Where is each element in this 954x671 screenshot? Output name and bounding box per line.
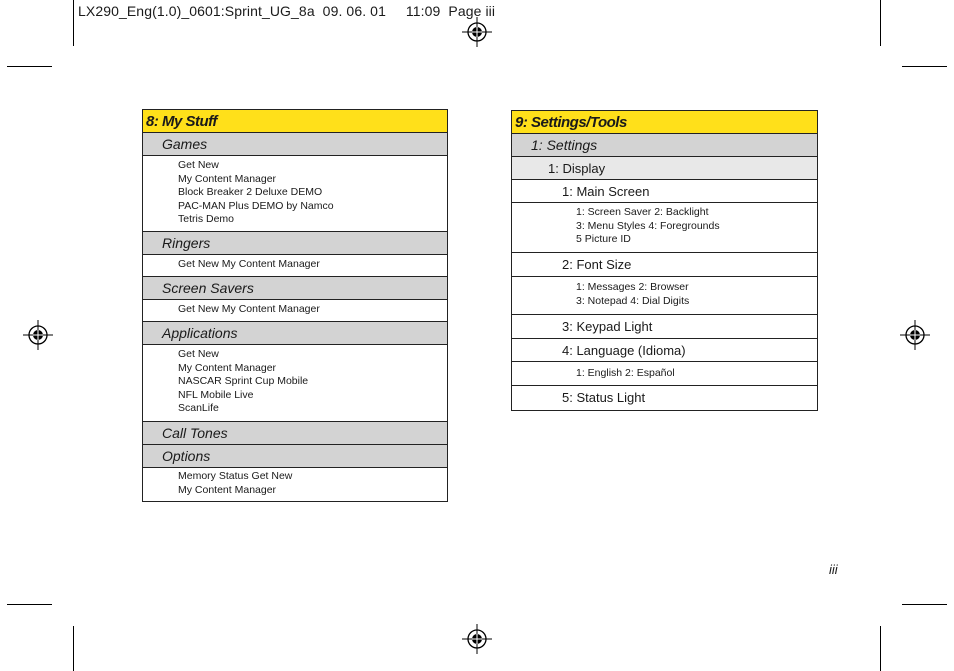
- list-item: 1: Messages: [576, 281, 636, 293]
- list-item: 2: Backlight: [654, 206, 709, 218]
- menu-entry-status-light: 5: Status Light: [512, 386, 817, 409]
- list-item: Get New: [178, 258, 219, 270]
- menu-entry-main-screen: 1: Main Screen: [512, 180, 817, 203]
- menu-category-screen-savers: Screen Savers: [143, 277, 447, 300]
- crop-mark: [7, 604, 52, 605]
- menu-entry-language: 4: Language (Idioma): [512, 339, 817, 362]
- list-item: 2: Español: [625, 367, 675, 379]
- page-number: iii: [829, 562, 838, 577]
- list-item: Get New: [178, 348, 219, 360]
- list-item: Get New: [178, 303, 219, 315]
- crop-mark: [73, 0, 74, 46]
- list-item: 1: English: [576, 367, 623, 379]
- menu-category-games: Games: [143, 133, 447, 156]
- crop-mark: [902, 66, 947, 67]
- registration-mark-icon: [462, 17, 492, 47]
- list-item: My Content Manager: [221, 258, 320, 270]
- crop-mark: [73, 626, 74, 671]
- my-stuff-menu-table: [142, 109, 448, 502]
- print-slug-line: LX290_Eng(1.0)_0601:Sprint_UG_8a 09. 06. 01 11:09 Page iii: [78, 3, 496, 19]
- list-item: Get New: [251, 470, 293, 482]
- list-item: 2: Browser: [638, 281, 689, 293]
- registration-mark-icon: [23, 320, 53, 350]
- applications-item-list: [143, 345, 447, 422]
- list-item: 3: Menu Styles: [576, 219, 646, 232]
- list-item: 4: Dial Digits: [630, 294, 690, 307]
- screen-savers-item-list: [143, 300, 447, 322]
- crop-mark: [880, 0, 881, 46]
- settings-tools-menu-table: [511, 110, 818, 411]
- crop-mark: [902, 604, 947, 605]
- language-options: [512, 362, 817, 386]
- list-item: 4: Foregrounds: [648, 219, 720, 232]
- list-item: 1: Screen Saver: [576, 206, 652, 218]
- list-item: My Content Manager: [178, 361, 277, 374]
- menu-entry-keypad-light: 3: Keypad Light: [512, 315, 817, 339]
- menu-entry-font-size: 2: Font Size: [512, 253, 817, 277]
- menu-category-applications: Applications: [143, 322, 447, 345]
- main-screen-options: [512, 203, 817, 253]
- list-item: Tetris Demo: [178, 213, 235, 225]
- list-item: Memory Status: [178, 470, 249, 482]
- crop-mark: [7, 66, 52, 67]
- menu-category-ringers: Ringers: [143, 232, 447, 255]
- registration-mark-icon: [462, 624, 492, 654]
- list-item: Block Breaker 2 Deluxe DEMO: [178, 186, 323, 198]
- list-item: 5 Picture ID: [576, 233, 631, 245]
- font-size-options: [512, 277, 817, 315]
- list-item: ScanLife: [178, 402, 219, 414]
- list-item: My Content Manager: [221, 303, 320, 315]
- menu-title: 8: My Stuff: [143, 110, 447, 133]
- ringers-item-list: [143, 255, 447, 277]
- list-item: 3: Notepad: [576, 294, 628, 307]
- menu-category-call-tones: Call Tones: [143, 422, 447, 445]
- list-item: NASCAR Sprint Cup Mobile: [178, 375, 309, 387]
- menu-title: 9: Settings/Tools: [512, 111, 817, 134]
- list-item: NFL Mobile Live: [178, 388, 254, 401]
- options-item-list: [143, 468, 447, 501]
- menu-subcategory-display: 1: Display: [512, 157, 817, 180]
- menu-category-options: Options: [143, 445, 447, 468]
- games-item-list: [143, 156, 447, 232]
- list-item: My Content Manager: [178, 172, 277, 185]
- registration-mark-icon: [900, 320, 930, 350]
- list-item: Get New: [178, 159, 219, 171]
- list-item: PAC-MAN Plus DEMO by Namco: [178, 199, 334, 212]
- list-item: My Content Manager: [178, 483, 277, 496]
- menu-category-settings: 1: Settings: [512, 134, 817, 157]
- crop-mark: [880, 626, 881, 671]
